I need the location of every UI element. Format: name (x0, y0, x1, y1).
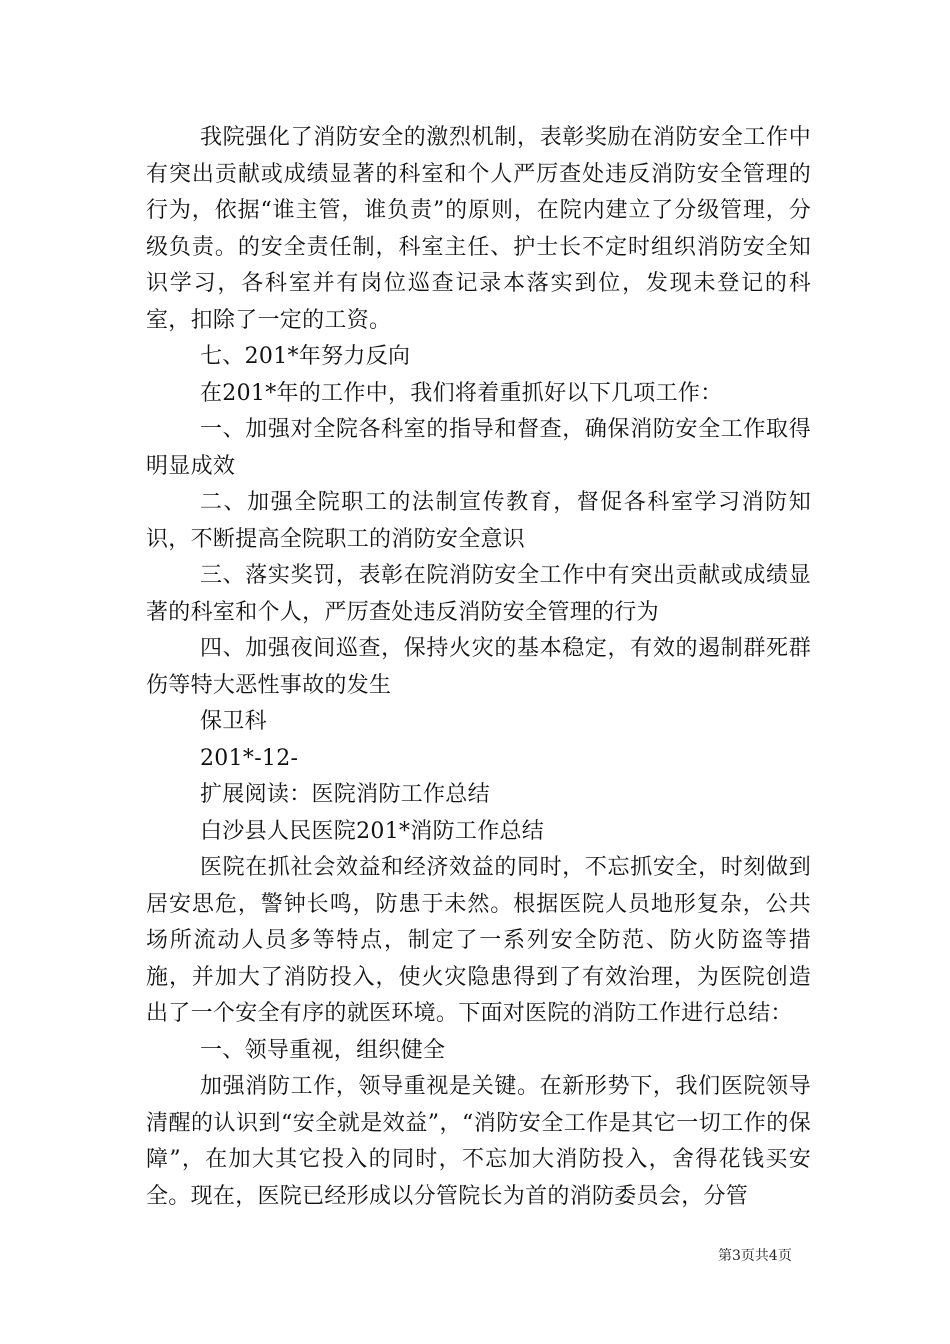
signature-date: 201*-12- (200, 745, 299, 771)
page-number-footer: 第3页共4页 (718, 1248, 792, 1264)
paragraph-plans-intro: 在201*年的工作中，我们将着重抓好以下几项工作： (200, 380, 723, 406)
signature-department: 保卫科 (200, 709, 267, 734)
paragraph-report-intro: 医院在抓社会效益和经济效益的同时，不忘抓安全，时刻做到居安思危，警钟长鸣，防患于未然。根据医院人员地形复杂，公共场所流动人员多等特点，制定了一系列安全防范、防火防盗等措施，并加大了消防投入，使火灾隐患得到了有效治理，为医院创造出了一个安全有序的就医环境。下面对医院的消防工作进行总结： (146, 855, 811, 1026)
section-heading-2013-plans: 七、201*年努力反向 (200, 344, 411, 369)
extended-reading-heading: 扩展阅读：医院消防工作总结 (200, 782, 490, 807)
paragraph-leadership: 加强消防工作，领导重视是关键。在新形势下，我们医院领导清醒的认识到“安全就是效益”，“消防安全工作是其它一切工作的保障”，在加大其它投入的同时，不忘加大消防投入，舍得花钱买安全。现在，医院已经形成以分管院长为首的消防委员会，分管 (146, 1074, 811, 1209)
section-heading-leadership: 一、领导重视，组织健全 (200, 1037, 446, 1063)
list-item-plan-3: 三、落实奖罚，表彰在院消防安全工作中有突出贡献或成绩显著的科室和个人，严厉查处违反消防安全管理的行为 (146, 563, 811, 625)
list-item-plan-2: 二、加强全院职工的法制宣传教育，督促各科室学习消防知识，不断提高全院职工的消防安全意识 (146, 490, 811, 552)
list-item-plan-1: 一、加强对全院各科室的指导和督查，确保消防安全工作取得明显成效 (146, 417, 811, 479)
list-item-plan-4: 四、加强夜间巡查，保持火灾的基本稳定，有效的遏制群死群伤等特大恶性事故的发生 (146, 636, 811, 698)
document-body (146, 120, 811, 1215)
report-title: 白沙县人民医院201*消防工作总结 (200, 818, 545, 844)
paragraph-fire-safety-incentives: 我院强化了消防安全的激烈机制，表彰奖励在消防安全工作中有突出贡献或成绩显著的科室和个人严厉查处违反消防安全管理的行为，依据“谁主管，谁负责”的原则，在院内建立了分级管理，分级负责。的安全责任制，科室主任、护士长不定时组织消防安全知识学习，各科室并有岗位巡查记录本落实到位，发现未登记的科室，扣除了一定的工资。 (146, 125, 811, 333)
